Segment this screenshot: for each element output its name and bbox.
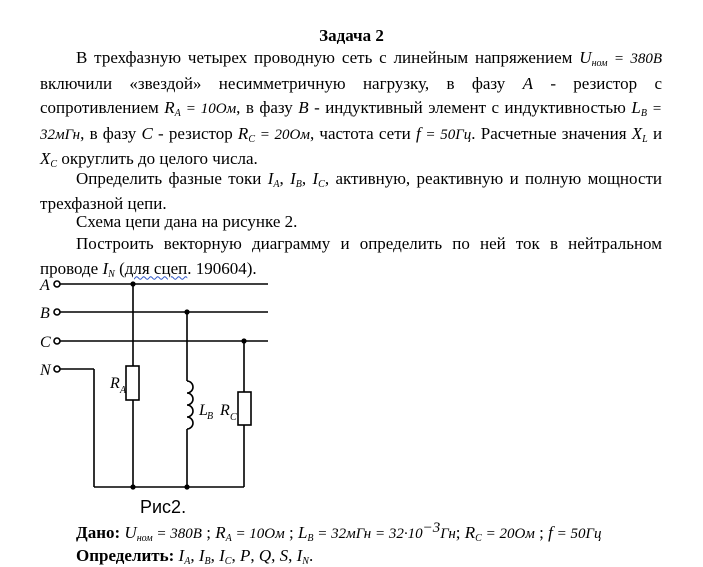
- label-ra: R: [110, 375, 120, 392]
- label-phase-c: C: [40, 334, 51, 351]
- u-nom-symbol: $U_{ном}$: [579, 48, 608, 69]
- svg-text:B: B: [207, 411, 214, 422]
- label-phase-a: A: [40, 277, 50, 294]
- task-paragraph-scheme: Схема цепи дана на рисунке 2.: [76, 212, 298, 231]
- inductor-lb: [187, 381, 193, 429]
- task-paragraph-determine: Определить фазные токи $I_A$, $I_B$, $I_C$, активную, реактивную и полную мощности трехфазной цепи.: [40, 169, 663, 213]
- task-title: Задача 2: [319, 26, 384, 45]
- svg-text:A: A: [120, 385, 127, 396]
- label-lb: L: [199, 402, 208, 419]
- label-rc: R: [220, 402, 230, 419]
- resistor-ra: [126, 366, 139, 400]
- svg-text:C: C: [230, 412, 237, 423]
- task-paragraph-vector: Построить векторную диаграмму и определить по ней ток в нейтральном проводе $I_N$ (для сцеп. 190604).: [40, 234, 662, 280]
- resistor-rc: [238, 392, 251, 425]
- spellcheck-word: для сцеп: [124, 258, 188, 278]
- task-paragraph-conditions: В трехфазную четырех проводную сеть с линейным напряжением $U_{ном} = 380В$ включили «звездой» несимметричную нагрузку, в фазу A - резистор с сопротивлением $R_A = 10Ом$, в фазу B - индуктивный элемент с индуктивностью $L_B = 32мГн$, в фазу C - резистор $R_C = 20Ом$, частота сети f = 50Гц. Расчетные значения $X_L$ и $X_C$ округлить до целого числа.: [40, 48, 663, 170]
- given-line: Дано: $U_{ном} = 380В$ ; $R_A = 10Ом$ ; $L_B = 32мГн = 32\cdot 10^{-3}Гн$; $R_C = 20Ом$ ; f = 50Гц: [76, 520, 602, 544]
- label-phase-b: B: [40, 305, 50, 322]
- figure-caption: Рис2.: [140, 497, 187, 517]
- find-line: Определить: $I_A$, $I_B$, $I_C$, P, Q, S, $I_N$.: [76, 546, 314, 567]
- label-neutral: N: [40, 362, 51, 379]
